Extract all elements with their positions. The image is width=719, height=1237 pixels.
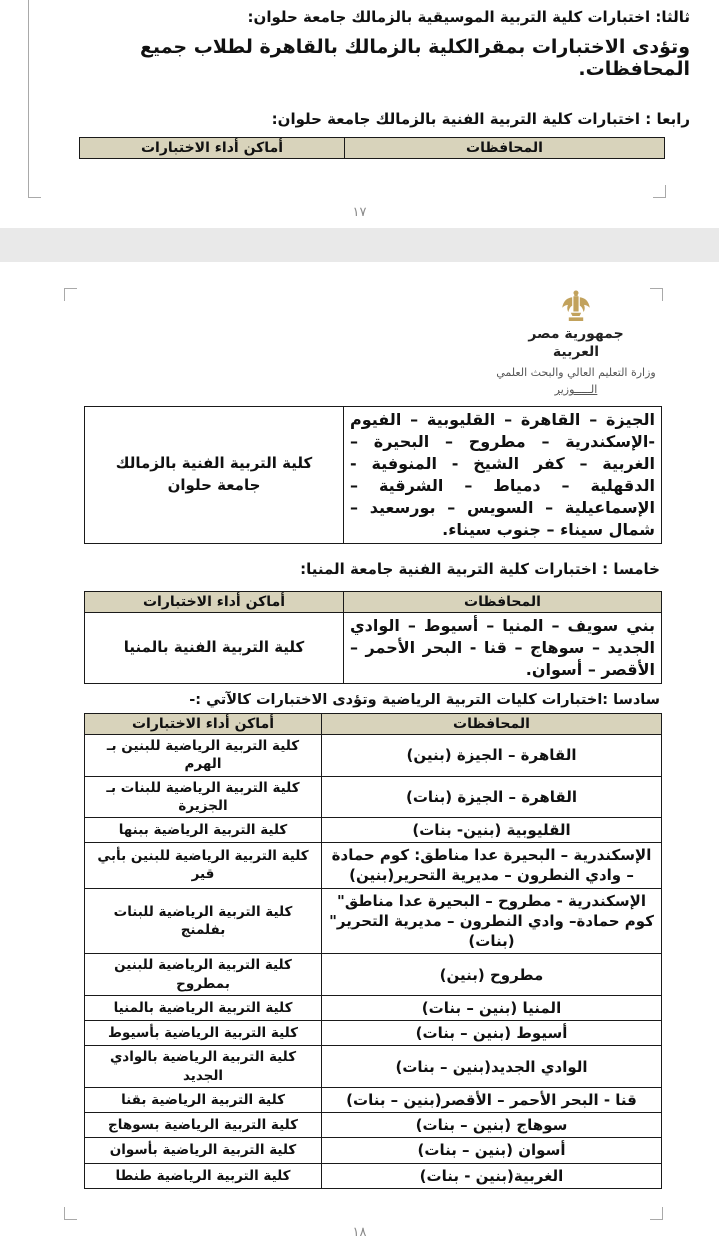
cell-college: كلية التربية الرياضية للبنين بـ الهرم	[85, 735, 322, 776]
table-row	[85, 1021, 662, 1046]
document-page-17	[0, 0, 719, 228]
text-boundary-corner-mark	[650, 288, 663, 301]
cell-governorates: الجيزة – القاهرة – القليوبية – الفيوم -الإسكندرية – مطروح – البحيرة – الغربية – كفر الشيخ - المنوفية - الدقهلية – دمياط – الشرقية – الإسماعيلية – السويس – بورسعيد – شمال سيناء – جنوب سيناء.	[344, 407, 662, 544]
ministry-letterhead	[480, 288, 672, 396]
cell-governorates: سوهاج (بنين – بنات)	[322, 1113, 662, 1138]
egypt-coat-of-arms-icon	[480, 288, 672, 324]
table-row	[85, 735, 662, 776]
cell-governorates: القاهرة – الجيزة (بنات)	[322, 776, 662, 817]
text-boundary-corner-mark	[28, 185, 41, 198]
table-row	[85, 407, 662, 544]
section-third-title: ثالثا: اختبارات كلية التربية الموسيقية بالزمالك جامعة حلوان:	[247, 8, 690, 26]
cell-college: كلية التربية الفنية بالمنيا	[85, 613, 344, 684]
table-header-row	[80, 138, 665, 159]
section-fifth-title: خامسا : اختبارات كلية التربية الفنية جامعة المنيا:	[300, 560, 660, 579]
cell-college: كلية التربية الرياضية للبنين بمطروح	[85, 954, 322, 995]
fourth-section-table	[79, 137, 665, 159]
cell-college: كلية التربية الرياضية بالوادي الجديد	[85, 1046, 322, 1087]
table-row	[85, 954, 662, 995]
cell-college: كلية التربية الرياضية بأسوان	[85, 1138, 322, 1163]
page-number: ١٨	[352, 1225, 367, 1237]
document-page-18	[0, 262, 719, 1237]
letterhead-ministry: وزارة التعليم العالي والبحث العلمي	[496, 365, 656, 379]
cell-governorates: قنا - البحر الأحمر – الأقصر(بنين – بنات)	[322, 1087, 662, 1112]
table-row	[85, 776, 662, 817]
text-boundary-line	[28, 0, 29, 198]
table-row	[85, 1113, 662, 1138]
text-boundary-corner-mark	[653, 185, 666, 198]
cell-college: كلية التربية الرياضية بقنا	[85, 1087, 322, 1112]
cell-governorates: مطروح (بنين)	[322, 954, 662, 995]
letterhead-office: الـــــوزير	[554, 383, 598, 397]
cell-governorates: الإسكندرية - مطروح – البحيرة عدا مناطق" كوم حمادة– وادي النطرون – مديرية التحرير"(بنات)	[322, 888, 662, 954]
text-boundary-corner-mark	[64, 1207, 77, 1220]
table-row	[85, 995, 662, 1020]
table-header-row	[85, 714, 662, 735]
minia-fine-arts-table	[84, 591, 662, 684]
column-header-governorates: المحافظات	[345, 138, 665, 159]
fine-arts-zamalek-table	[84, 406, 662, 544]
table-row	[85, 1046, 662, 1087]
cell-governorates: الوادي الجديد(بنين – بنات)	[322, 1046, 662, 1087]
cell-college: كلية التربية الفنية بالزمالك جامعة حلوان	[85, 407, 344, 544]
cell-governorates: القاهرة – الجيزة (بنين)	[322, 735, 662, 776]
table-row	[85, 843, 662, 889]
section-sixth-title: سادسا :اختبارات كليات التربية الرياضية وتؤدى الاختبارات كالآتي :-	[189, 692, 660, 709]
letterhead-country: جمهورية مصر العربية	[528, 326, 624, 360]
section-fourth-title: رابعا : اختبارات كلية التربية الفنية بالزمالك جامعة حلوان:	[271, 110, 690, 128]
cell-college: كلية التربية الرياضية بأسيوط	[85, 1021, 322, 1046]
cell-college: كلية التربية الرياضية طنطا	[85, 1163, 322, 1188]
column-header-places: أماكن أداء الاختبارات	[85, 592, 344, 613]
cell-college: كلية التربية الرياضية للبنات بـ الجزيرة	[85, 776, 322, 817]
text-boundary-corner-mark	[650, 1207, 663, 1220]
table-header-row	[85, 592, 662, 613]
table-row	[85, 888, 662, 954]
cell-college: كلية التربية الرياضية للبنات بفلمنج	[85, 888, 322, 954]
section-third-body: وتؤدى الاختبارات بمقرالكلية بالزمالك بالقاهرة لطلاب جميع المحافظات.	[139, 36, 690, 80]
table-row	[85, 1163, 662, 1188]
cell-governorates: المنيا (بنين – بنات)	[322, 995, 662, 1020]
cell-college: كلية التربية الرياضية ببنها	[85, 817, 322, 842]
page-17-content	[0, 0, 719, 159]
table-row	[85, 817, 662, 842]
cell-college: كلية التربية الرياضية بالمنيا	[85, 995, 322, 1020]
sports-education-table	[84, 713, 662, 1189]
table-row	[85, 613, 662, 684]
cell-governorates: القليوبية (بنين- بنات)	[322, 817, 662, 842]
column-header-governorates: المحافظات	[344, 592, 662, 613]
page-number: ١٧	[352, 205, 367, 220]
cell-governorates: الغربية(بنين - بنات)	[322, 1163, 662, 1188]
cell-governorates: أسوان (بنين – بنات)	[322, 1138, 662, 1163]
column-header-places: أماكن أداء الاختبارات	[85, 714, 322, 735]
table-row	[85, 1138, 662, 1163]
cell-college: كلية التربية الرياضية للبنين بأبي قير	[85, 843, 322, 889]
table-row	[85, 1087, 662, 1112]
column-header-governorates: المحافظات	[322, 714, 662, 735]
cell-college: كلية التربية الرياضية بسوهاج	[85, 1113, 322, 1138]
cell-governorates: بني سويف – المنيا – أسيوط – الوادي الجديد – سوهاج – قنا - البحر الأحمر – الأقصر – أسوان.	[344, 613, 662, 684]
column-header-places: أماكن أداء الاختبارات	[80, 138, 345, 159]
text-boundary-corner-mark	[64, 288, 77, 301]
cell-governorates: الإسكندرية – البحيرة عدا مناطق: كوم حمادة – وادي النطرون – مديرية التحرير(بنين)	[322, 843, 662, 889]
cell-governorates: أسيوط (بنين – بنات)	[322, 1021, 662, 1046]
